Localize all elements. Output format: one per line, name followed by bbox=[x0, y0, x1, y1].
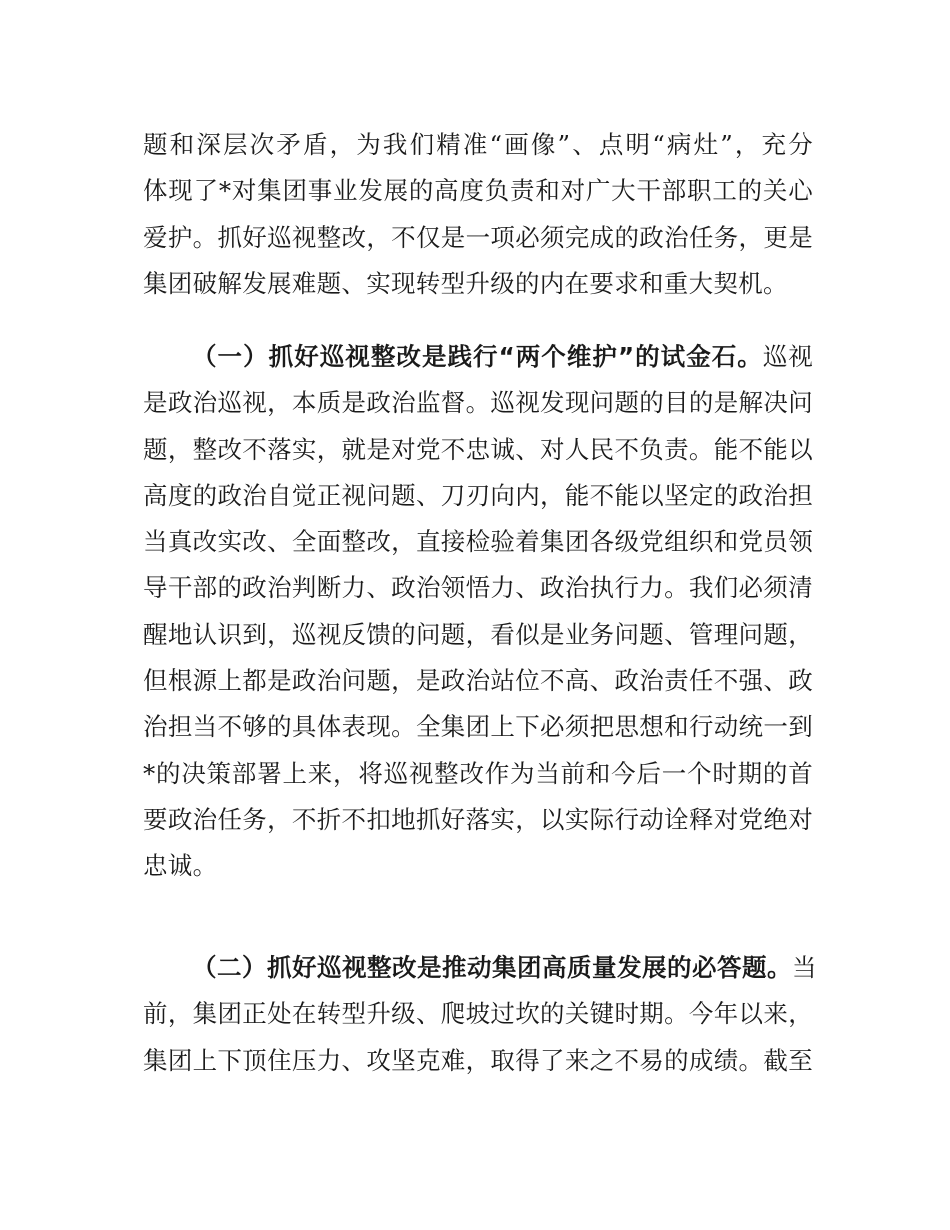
text-line: 题，整改不落实，就是对党不忠诚、对人民不负责。能不能以 bbox=[143, 434, 813, 464]
paragraph-section-one bbox=[143, 334, 813, 890]
text-line: 当真改实改、全面整改，直接检验着集团各级党组织和党员领 bbox=[143, 527, 813, 557]
section-one-first-line bbox=[143, 334, 813, 380]
text-line: 爱护。抓好巡视整改，不仅是一项必须完成的政治任务，更是 bbox=[143, 222, 813, 252]
text-line: 集团破解发展难题、实现转型升级的内在要求和重大契机。 bbox=[143, 268, 788, 298]
text-line: 导干部的政治判断力、政治领悟力、政治执行力。我们必须清 bbox=[143, 573, 813, 603]
text-line: 体现了*对集团事业发展的高度负责和对广大干部职工的关心 bbox=[143, 176, 813, 206]
text-line: 治担当不够的具体表现。全集团上下必须把思想和行动统一到 bbox=[143, 712, 813, 742]
text-line: 要政治任务，不折不扣地抓好落实，以实际行动诠释对党绝对 bbox=[143, 804, 813, 834]
paragraph-section-two bbox=[143, 945, 817, 1084]
section-two-first-line bbox=[143, 945, 817, 991]
section-one-first-line-text: 巡视 bbox=[762, 342, 813, 371]
text-line: 题和深层次矛盾，为我们精准“画像”、点明“病灶”，充分 bbox=[143, 130, 813, 159]
text-line: 高度的政治自觉正视问题、刀刃向内，能不能以坚定的政治担 bbox=[143, 480, 813, 510]
text-line: 忠诚。 bbox=[143, 851, 218, 881]
text-line: *的决策部署上来，将巡视整改作为当前和今后一个时期的首 bbox=[143, 758, 813, 788]
text-line: 前，集团正处在转型升级、爬坡过坎的关键时期。今年以来， bbox=[143, 999, 813, 1029]
section-two-heading: （二）抓好巡视整改是推动集团高质量发展的必答题。 bbox=[192, 953, 792, 982]
section-two-first-line-text: 当 bbox=[792, 953, 817, 982]
section-one-heading: （一）抓好巡视整改是践行“两个维护”的试金石。 bbox=[192, 342, 763, 371]
text-line: 是政治巡视，本质是政治监督。巡视发现问题的目的是解决问 bbox=[143, 388, 813, 418]
text-line: 醒地认识到，巡视反馈的问题，看似是业务问题、管理问题， bbox=[143, 619, 813, 649]
text-line: 但根源上都是政治问题，是政治站位不高、政治责任不强、政 bbox=[143, 666, 813, 696]
paragraph-intro-continuation bbox=[143, 122, 813, 307]
text-line: 集团上下顶住压力、攻坚克难，取得了来之不易的成绩。截至 bbox=[143, 1045, 813, 1075]
